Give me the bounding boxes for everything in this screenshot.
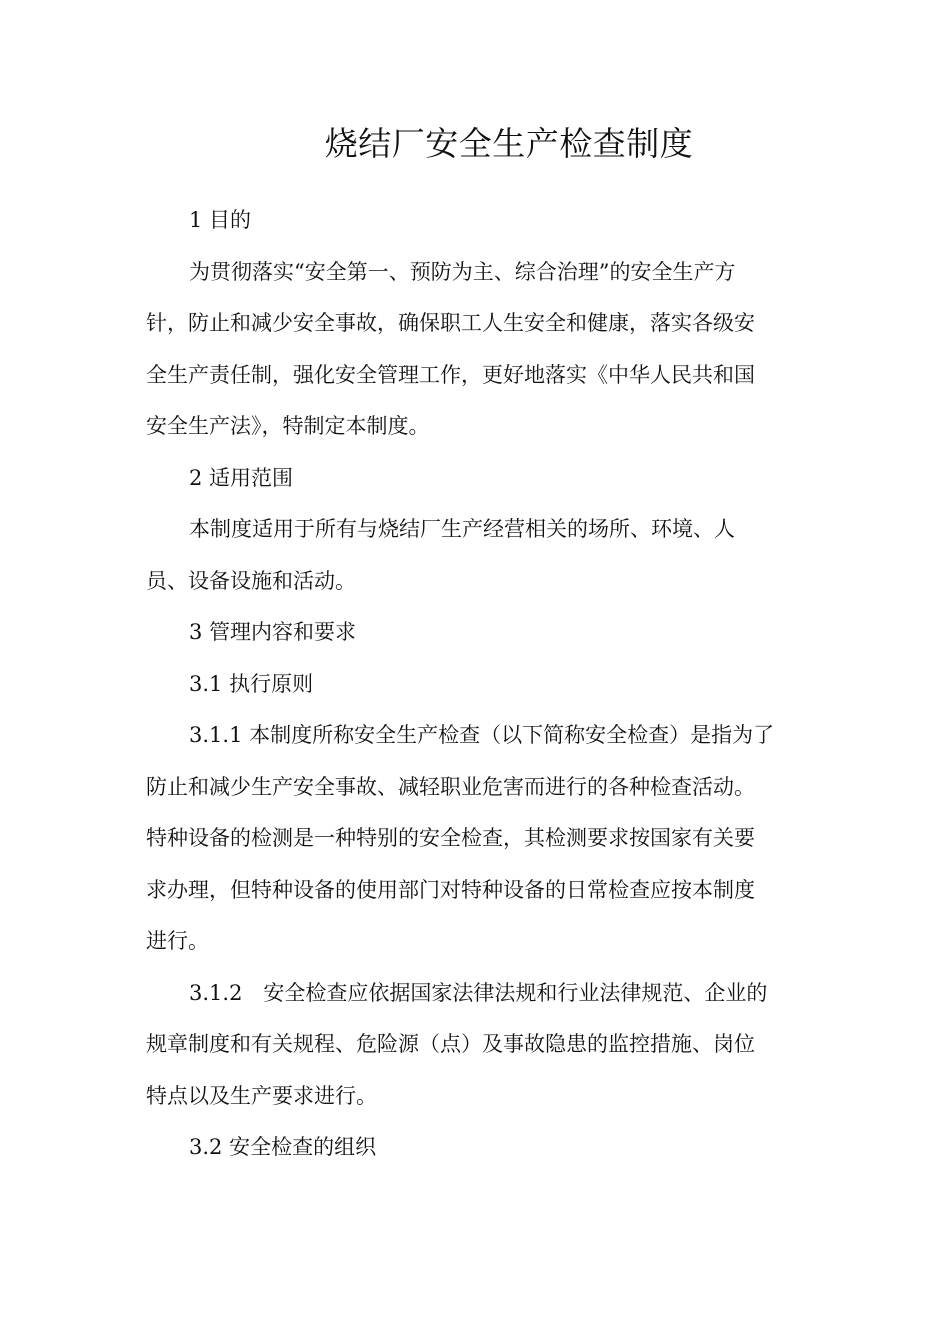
text-line: 防止和减少生产安全事故、减轻职业危害而进行的各种检查活动。	[146, 774, 755, 799]
text-line: 本制度适用于所有与烧结厂生产经营相关的场所、环境、人	[189, 517, 735, 541]
text-line: 3 管理内容和要求	[189, 620, 357, 644]
document-title: 烧结厂安全生产检查制度	[324, 124, 694, 163]
text-line: 特种设备的检测是一种特别的安全检查，其检测要求按国家有关要	[146, 826, 755, 850]
heading-purpose	[146, 195, 796, 247]
text-line: 特点以及生产要求进行。	[146, 1083, 377, 1108]
text-line: 针，防止和减少安全事故，确保职工人生安全和健康，落实各级安	[146, 311, 755, 335]
heading-principles	[146, 659, 796, 711]
heading-management	[146, 607, 796, 659]
paragraph-scope	[146, 504, 796, 607]
text-line: 规章制度和有关规程、危险源（点）及事故隐患的监控措施、岗位	[146, 1032, 755, 1056]
text-line: 3.2 安全检查的组织	[189, 1135, 377, 1159]
text-line: 3.1.2 安全检查应依据国家法律法规和行业法律规范、企业的	[189, 980, 768, 1005]
text-line: 全生产责任制，强化安全管理工作，更好地落实《中华人民共和国	[146, 362, 755, 387]
heading-inspection-organization	[146, 1122, 796, 1174]
text-line: 进行。	[146, 929, 209, 953]
text-line: 2 适用范围	[189, 465, 294, 490]
document-body	[146, 195, 796, 1174]
text-line: 为贯彻落实“安全第一、预防为主、综合治理”的安全生产方	[189, 259, 736, 284]
text-line: 安全生产法》，特制定本制度。	[146, 414, 430, 438]
heading-scope	[146, 453, 796, 505]
text-line: 员、设备设施和活动。	[146, 568, 356, 593]
text-line: 1 目的	[189, 208, 252, 232]
text-line: 3.1 执行原则	[189, 671, 314, 696]
text-line: 求办理，但特种设备的使用部门对特种设备的日常检查应按本制度	[146, 877, 755, 902]
paragraph-purpose	[146, 247, 796, 453]
paragraph-3-1-1	[146, 710, 796, 968]
text-line: 3.1.1 本制度所称安全生产检查（以下简称安全检查）是指为了	[189, 723, 775, 747]
paragraph-3-1-2	[146, 968, 796, 1123]
